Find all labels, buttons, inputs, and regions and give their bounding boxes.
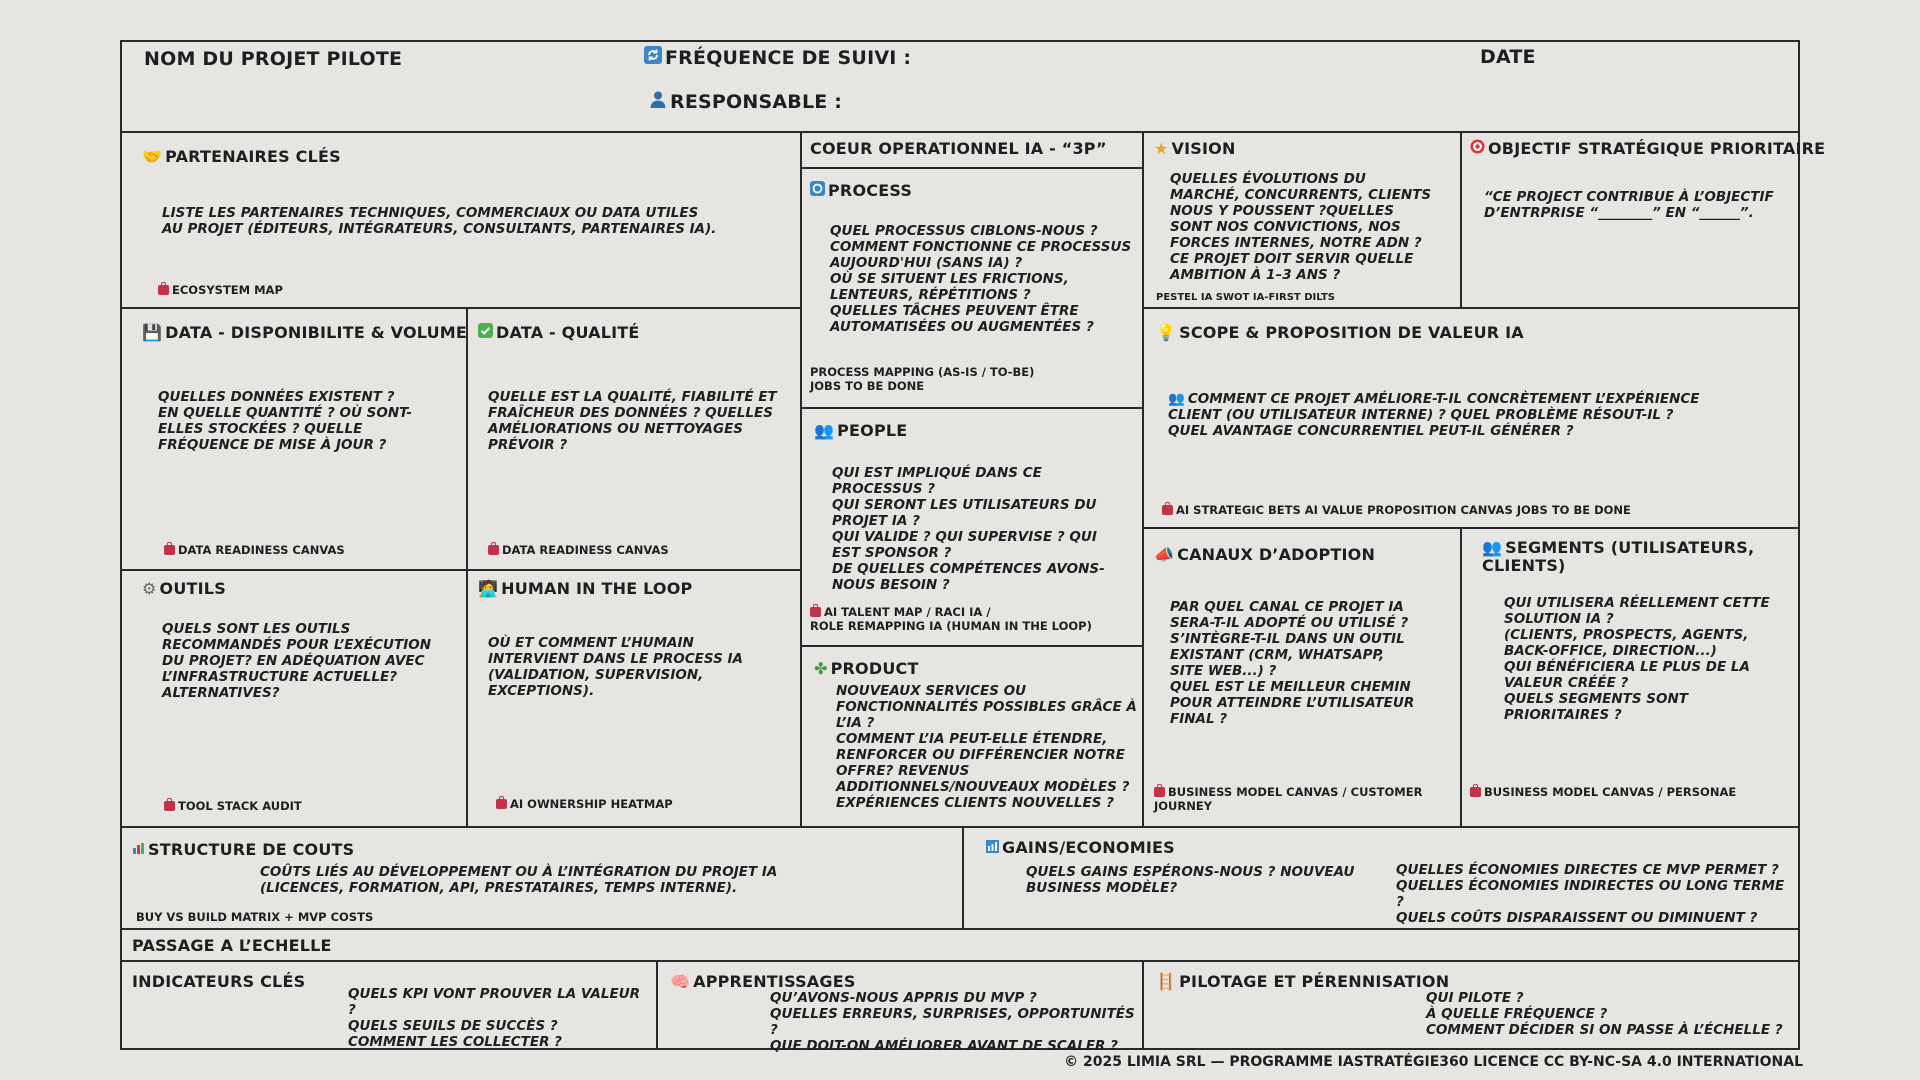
scope-block: [1142, 307, 1798, 529]
lightbulb-icon: 💡: [1156, 323, 1177, 342]
responsible-label: RESPONSABLE :: [649, 90, 842, 113]
toolbox-icon: [1162, 505, 1173, 515]
kpi-title: INDICATEURS CLÉS: [132, 972, 306, 991]
people-block: [800, 407, 1144, 647]
people-questions: QUI EST IMPLIQUÉ DANS CE PROCESSUS ? QUI SERONT LES UTILISATEURS DU PROJET IA ? QUI VALIDE ? QUI SUPERVISE ? QUI EST SPONSOR ? DE QUELLES COMPÉTENCES AVONS-NOUS BESOIN ?: [832, 465, 1105, 593]
hitl-text: OÙ ET COMMENT L’HUMAIN INTERVIENT DANS LE PROCESS IA (VALIDATION, SUPERVISION, EXCEPTIONS).: [488, 635, 743, 699]
data-quality-title: DATA - QUALITÉ: [478, 323, 640, 342]
objective-title: OBJECTIF STRATÉGIQUE PRIORITAIRE: [1470, 139, 1825, 158]
people-icon: 👥: [1168, 391, 1185, 407]
robot-person-icon: 🧑‍💻: [478, 579, 499, 598]
copyright-footer: © 2025 LIMIA SRL — PROGRAMME IASTRATÉGIE360 LICENCE CC BY-NC-SA 4.0 INTERNATIONAL: [1064, 1054, 1803, 1070]
checkbox-icon: [478, 323, 493, 342]
steering-title: 🪜 PILOTAGE ET PÉRENNISATION: [1156, 972, 1450, 991]
tools-block: [122, 569, 468, 828]
vision-questions: QUELLES ÉVOLUTIONS DU MARCHÉ, CONCURRENTS, CLIENTS NOUS Y POUSSENT ?QUELLES SONT NOS CONVICTIONS, NOS FORCES INTERNES, NOTRE ADN ? CE PROJET DOIT SERVIR QUELLE AMBITION À 1–3 ANS ?: [1170, 171, 1432, 283]
hitl-block: [466, 569, 802, 828]
learnings-block: [656, 960, 1144, 1054]
product-title: ✤ PRODUCT: [814, 659, 919, 678]
scope-title: 💡 SCOPE & PROPOSITION DE VALEUR IA: [1156, 323, 1524, 342]
person-icon: [649, 90, 667, 113]
process-block: [800, 167, 1144, 409]
segments-block: [1460, 527, 1798, 828]
data-volume-block: [122, 307, 468, 571]
scope-questions: 👥 COMMENT CE PROJET AMÉLIORE-T-IL CONCRÈTEMENT L’EXPÉRIENCE CLIENT (OU UTILISATEUR INTERNE) ? QUEL PROBLÈME RÉSOUT-IL ? QUEL AVANTAGE CONCURRENTIEL PEUT-IL GÉNÉRER ?: [1168, 391, 1700, 439]
core-title-block: [800, 131, 1144, 169]
costs-title: STRUCTURE DE COUTS: [132, 840, 354, 859]
bar-chart-icon: [132, 840, 145, 859]
gains-q2: QUELLES ÉCONOMIES DIRECTES CE MVP PERMET ? QUELLES ÉCONOMIES INDIRECTES OU LONG TERME ? QUELS COÛTS DISPARAISSENT OU DIMINUENT ?: [1396, 862, 1785, 926]
handshake-icon: 🤝: [142, 147, 163, 166]
brain-icon: 🧠: [670, 972, 691, 991]
chart-up-icon: [986, 838, 999, 857]
puzzle-icon: ✤: [814, 659, 828, 678]
scaling-block: [122, 928, 1798, 962]
scaling-title: PASSAGE A L’ECHELLE: [132, 936, 332, 955]
header: [122, 42, 1798, 132]
megaphone-icon: 📣: [1154, 545, 1175, 564]
segments-questions: QUI UTILISERA RÉELLEMENT CETTE SOLUTION IA ? (CLIENTS, PROSPECTS, AGENTS, BACK-OFFICE, DIRECTION...) QUI BÉNÉFICIERA LE PLUS DE LA VALEUR CRÉÉE ? QUELS SEGMENTS SONT PRIORITAIRES ?: [1504, 595, 1770, 723]
partners-tool: ECOSYSTEM MAP: [158, 283, 283, 297]
vision-title: ★ VISION: [1154, 139, 1236, 158]
toolbox-icon: [164, 545, 175, 555]
project-name-label: NOM DU PROJET PILOTE: [144, 48, 403, 70]
data-volume-title: 💾 DATA - DISPONIBILITE & VOLUME: [142, 323, 468, 342]
partners-title: 🤝 PARTENAIRES CLÉS: [142, 147, 341, 166]
kpi-block: [122, 960, 658, 1050]
gains-title: GAINS/ECONOMIES: [986, 838, 1175, 857]
strategy-canvas: [120, 40, 1826, 1054]
channels-tool: BUSINESS MODEL CANVAS / CUSTOMER JOURNEY: [1154, 785, 1423, 813]
frequency-label: FRÉQUENCE DE SUIVI :: [644, 46, 911, 69]
channels-block: [1142, 527, 1462, 828]
tools-title: ⚙ OUTILS: [142, 579, 226, 598]
star-icon: ★: [1154, 139, 1169, 158]
toolbox-icon: [1154, 787, 1165, 797]
toolbox-icon: [488, 545, 499, 555]
toolbox-icon: [1470, 787, 1481, 797]
steering-questions: QUI PILOTE ? À QUELLE FRÉQUENCE ? COMMENT DÉCIDER SI ON PASSE À L’ÉCHELLE ?: [1426, 990, 1783, 1038]
people-icon: 👥: [814, 421, 835, 440]
objective-block: [1460, 131, 1826, 309]
product-questions: NOUVEAUX SERVICES OU FONCTIONNALITÉS POSSIBLES GRÂCE À L’IA ? COMMENT L’IA PEUT-ELLE ÉTENDRE, RENFORCER OU DIFFÉRENCIER NOTRE OFFRE? REVENUS ADDITIONNELS/NOUVEAUX MODÈLES ? EXPÉRIENCES CLIENTS NOUVELLES ?: [836, 683, 1137, 811]
toolbox-icon: [496, 799, 507, 809]
data-volume-tool: DATA READINESS CANVAS: [164, 543, 345, 557]
channels-title: 📣 CANAUX D’ADOPTION: [1154, 545, 1376, 564]
segments-tool: BUSINESS MODEL CANVAS / PERSONAE: [1470, 785, 1736, 799]
product-block: [800, 645, 1144, 828]
learnings-questions: QU’AVONS-NOUS APPRIS DU MVP ? QUELLES ERREURS, SURPRISES, OPPORTUNITÉS ? QUE DOIT-ON AMÉLIORER AVANT DE SCALER ?: [770, 990, 1135, 1054]
cycle-icon: [810, 181, 825, 200]
toolbox-icon: [164, 801, 175, 811]
gear-icon: ⚙: [142, 579, 157, 598]
refresh-icon: [644, 46, 662, 69]
segments-title: 👥 SEGMENTS (UTILISATEURS, CLIENTS): [1482, 538, 1755, 575]
channels-questions: PAR QUEL CANAL CE PROJET IA SERA-T-IL ADOPTÉ OU UTILISÉ ? S’INTÈGRE-T-IL DANS UN OUTIL EXISTANT (CRM, WHATSAPP, SITE WEB...) ? QUEL EST LE MEILLEUR CHEMIN POUR ATTEINDRE L’UTILISATEUR FINAL ?: [1170, 599, 1415, 727]
gains-q1: QUELS GAINS ESPÉRONS-NOUS ? NOUVEAU BUSINESS MODÈLE?: [1026, 864, 1355, 896]
floppy-icon: 💾: [142, 323, 163, 342]
date-label: DATE: [1480, 46, 1536, 68]
partners-block: [122, 131, 802, 309]
scope-tool: AI STRATEGIC BETS AI VALUE PROPOSITION CANVAS JOBS TO BE DONE: [1162, 503, 1631, 517]
partners-text: LISTE LES PARTENAIRES TECHNIQUES, COMMERCIAUX OU DATA UTILES AU PROJET (ÉDITEURS, INTÉGRATEURS, CONSULTANTS, PARTENAIRES IA).: [162, 205, 717, 237]
costs-text: COÛTS LIÉS AU DÉVELOPPEMENT OU À L’INTÉGRATION DU PROJET IA (LICENCES, FORMATION, API, PRESTATAIRES, TEMPS INTERNE).: [260, 864, 778, 896]
tools-text: QUELS SONT LES OUTILS RECOMMANDÉS POUR L’EXÉCUTION DU PROJET? EN ADÉQUATION AVEC L’INFRASTRUCTURE ACTUELLE? ALTERNATIVES?: [162, 621, 431, 701]
people-icon: 👥: [1482, 538, 1503, 557]
hitl-title: 🧑‍💻 HUMAN IN THE LOOP: [478, 579, 693, 598]
learnings-title: 🧠 APPRENTISSAGES: [670, 972, 856, 991]
gains-block: [962, 826, 1798, 930]
objective-text: “CE PROJECT CONTRIBUE À L’OBJECTIF D’ENTRPRISE “________” EN “______”.: [1484, 189, 1774, 221]
toolbox-icon: [158, 285, 169, 295]
tools-tool: TOOL STACK AUDIT: [164, 799, 302, 813]
steering-block: [1142, 960, 1798, 1050]
costs-tool: BUY VS BUILD MATRIX + MVP COSTS: [136, 910, 374, 924]
process-questions: QUEL PROCESSUS CIBLONS-NOUS ? COMMENT FONCTIONNE CE PROCESSUS AUJOURD'HUI (SANS IA) ? OÙ SE SITUENT LES FRICTIONS, LENTEURS, RÉPÉTITIONS ? QUELLES TÂCHES PEUVENT ÊTRE AUTOMATISÉES OU AUGMENTÉES ?: [830, 223, 1132, 335]
vision-block: [1142, 131, 1462, 309]
data-quality-tool: DATA READINESS CANVAS: [488, 543, 669, 557]
target-icon: [1470, 139, 1485, 158]
toolbox-icon: [810, 607, 821, 617]
kpi-questions: QUELS KPI VONT PROUVER LA VALEUR ? QUELS SEUILS DE SUCCÈS ? COMMENT LES COLLECTER ?: [348, 986, 641, 1050]
process-title: PROCESS: [810, 181, 912, 200]
data-volume-text: QUELLES DONNÉES EXISTENT ? EN QUELLE QUANTITÉ ? OÙ SONT-ELLES STOCKÉES ? QUELLE FRÉQUENCE DE MISE À JOUR ?: [158, 389, 412, 453]
hitl-tool: AI OWNERSHIP HEATMAP: [496, 797, 673, 811]
core-title: COEUR OPERATIONNEL IA - “3P”: [810, 139, 1107, 158]
people-tool: AI TALENT MAP / RACI IA / ROLE REMAPPING IA (HUMAN IN THE LOOP): [810, 605, 1092, 633]
ladder-icon: 🪜: [1156, 972, 1177, 991]
costs-block: [122, 826, 964, 930]
data-quality-block: [466, 307, 802, 571]
data-quality-text: QUELLE EST LA QUALITÉ, FIABILITÉ ET FRAÎCHEUR DES DONNÉES ? QUELLES AMÉLIORATIONS OU NETTOYAGES PRÉVOIR ?: [488, 389, 777, 453]
people-title: 👥 PEOPLE: [814, 421, 908, 440]
vision-tool: PESTEL IA SWOT IA-FIRST DILTS: [1156, 292, 1335, 303]
process-tool: PROCESS MAPPING (AS-IS / TO-BE) JOBS TO BE DONE: [810, 365, 1035, 393]
